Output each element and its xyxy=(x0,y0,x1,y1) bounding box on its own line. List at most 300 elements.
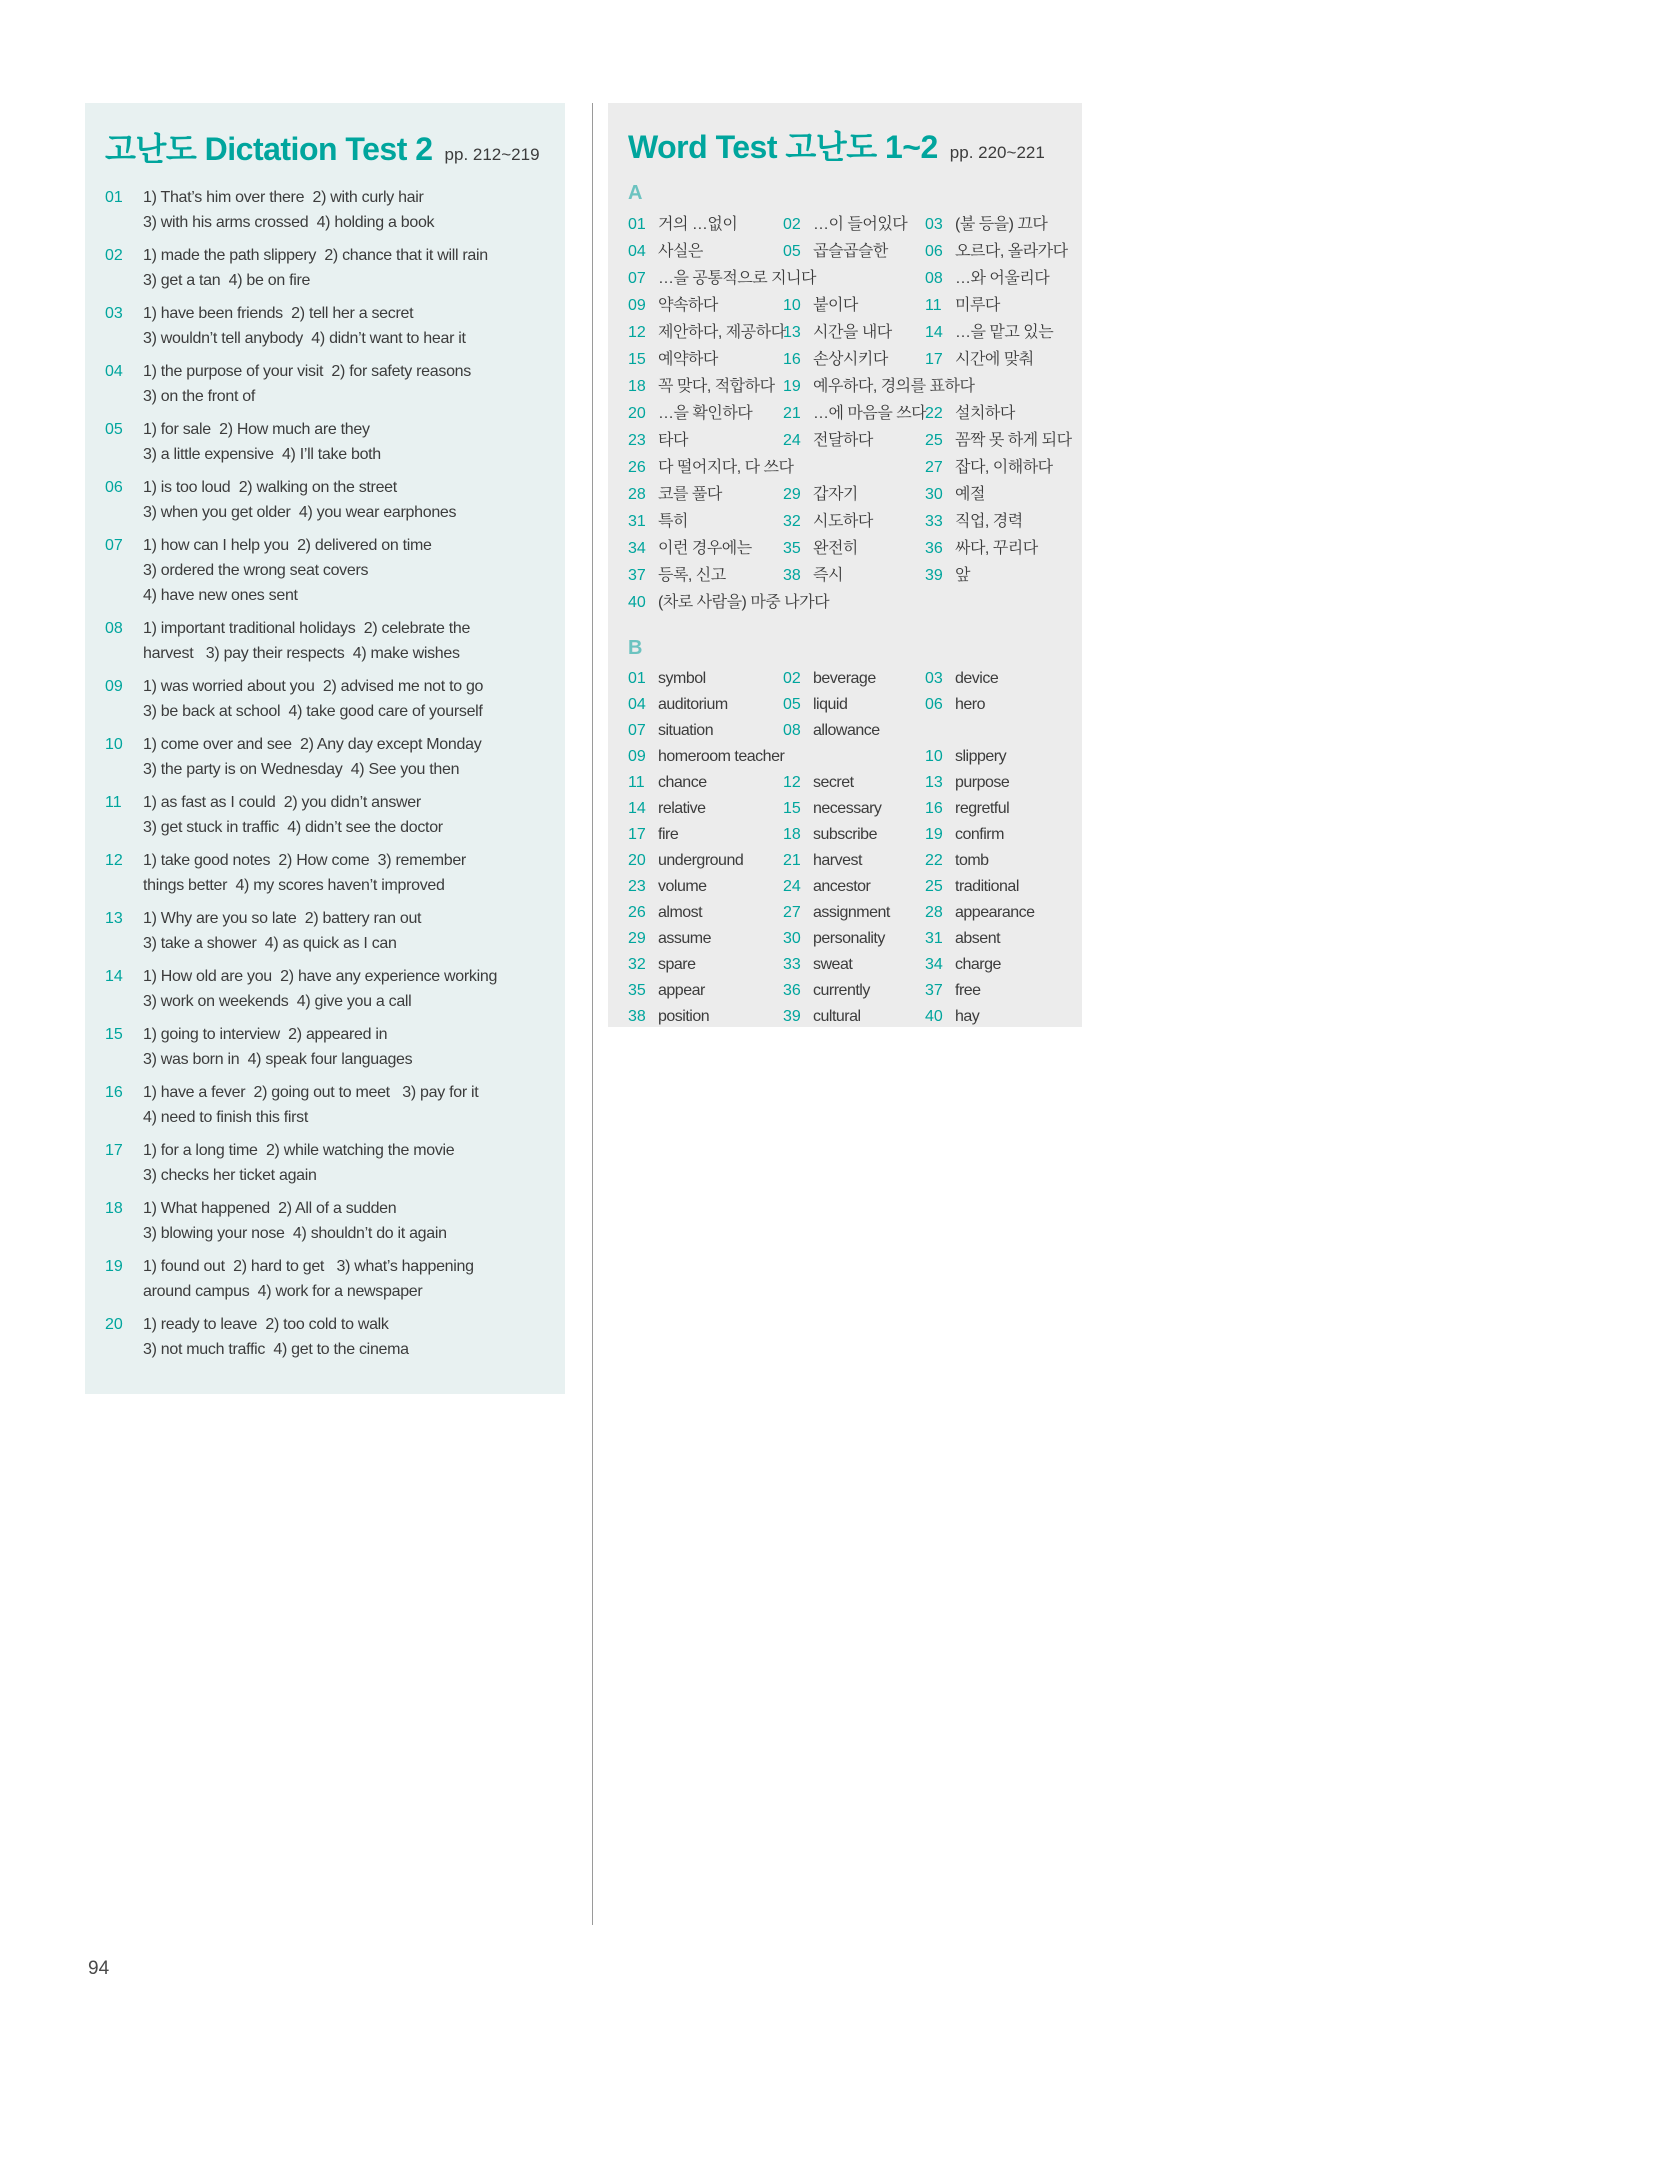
word-text: (차로 사람을) 마중 나가다 xyxy=(658,594,830,611)
word-number: 06 xyxy=(925,243,943,260)
answer-line: 3) ordered the wrong seat covers xyxy=(143,562,369,579)
word-item xyxy=(925,265,1072,292)
word-text: appear xyxy=(658,982,705,999)
dictation-item xyxy=(105,301,541,351)
word-number: 18 xyxy=(628,378,646,395)
answer-line: things better 4) my scores haven’t improved xyxy=(143,877,445,894)
item-number: 04 xyxy=(105,363,123,380)
word-item xyxy=(628,822,783,848)
word-text: 시간을 내다 xyxy=(813,324,892,341)
answer-line: 3) with his arms crossed 4) holding a book xyxy=(143,214,435,231)
word-text: secret xyxy=(813,774,854,791)
answer-line: 4) need to finish this first xyxy=(143,1109,309,1126)
word-number: 24 xyxy=(783,432,801,449)
answer-line: 1) made the path slippery 2) chance that it will rain xyxy=(143,247,488,264)
word-number: 07 xyxy=(628,270,646,287)
item-answers xyxy=(143,1196,541,1246)
word-text: 붙이다 xyxy=(813,297,858,314)
word-item xyxy=(925,822,1068,848)
answer-line: 3) wouldn’t tell anybody 4) didn’t want to hear it xyxy=(143,330,466,347)
word-number: 02 xyxy=(783,216,801,233)
answer-line: 3) checks her ticket again xyxy=(143,1167,317,1184)
answer-line: 1) the purpose of your visit 2) for safety reasons xyxy=(143,363,471,380)
word-number: 10 xyxy=(783,297,801,314)
word-item xyxy=(783,238,925,265)
word-item xyxy=(925,692,1068,718)
word-number: 09 xyxy=(628,748,646,765)
word-number: 35 xyxy=(628,982,646,999)
word-number: 17 xyxy=(628,826,646,843)
column-divider xyxy=(592,103,593,1925)
word-text: relative xyxy=(658,800,706,817)
word-item xyxy=(628,238,783,265)
item-answers xyxy=(143,417,541,467)
word-item xyxy=(925,211,1072,238)
dictation-item xyxy=(105,848,541,898)
word-text: 약속하다 xyxy=(658,297,718,314)
word-test-page-range: pp. 220~221 xyxy=(949,143,1045,162)
word-text: 꼭 맞다, 적합하다 xyxy=(658,378,775,395)
dictation-item xyxy=(105,674,541,724)
panel-title xyxy=(628,127,938,167)
word-item xyxy=(628,508,783,535)
word-item xyxy=(925,400,1072,427)
word-number: 25 xyxy=(925,878,943,895)
word-text: traditional xyxy=(955,878,1019,895)
word-item xyxy=(628,692,783,718)
word-text: confirm xyxy=(955,826,1004,843)
word-item xyxy=(783,400,925,427)
answer-line: harvest 3) pay their respects 4) make wishes xyxy=(143,645,460,662)
word-item xyxy=(925,952,1068,978)
item-number: 10 xyxy=(105,736,123,753)
word-number: 28 xyxy=(628,486,646,503)
answer-line: 1) as fast as I could 2) you didn’t answer xyxy=(143,794,421,811)
answer-line: 1) That’s him over there 2) with curly hair xyxy=(143,189,424,206)
item-number: 13 xyxy=(105,910,123,927)
word-item xyxy=(628,1004,783,1030)
word-number: 36 xyxy=(783,982,801,999)
word-number: 31 xyxy=(925,930,943,947)
word-item xyxy=(783,666,925,692)
word-number: 13 xyxy=(925,774,943,791)
item-number: 01 xyxy=(105,189,123,206)
item-answers xyxy=(143,848,541,898)
dictation-item xyxy=(105,475,541,525)
word-number: 40 xyxy=(925,1008,943,1025)
word-item xyxy=(925,535,1072,562)
word-text: necessary xyxy=(813,800,882,817)
word-number: 04 xyxy=(628,696,646,713)
word-item xyxy=(628,900,783,926)
item-number: 16 xyxy=(105,1084,123,1101)
word-number: 03 xyxy=(925,670,943,687)
word-text: hero xyxy=(955,696,986,713)
word-number: 36 xyxy=(925,540,943,557)
word-number: 09 xyxy=(628,297,646,314)
word-text: …이 들어있다 xyxy=(813,216,908,233)
word-number: 33 xyxy=(783,956,801,973)
word-text: sweat xyxy=(813,956,853,973)
answer-line: 3) when you get older 4) you wear earphones xyxy=(143,504,457,521)
item-answers xyxy=(143,964,541,1014)
answer-line: 3) be back at school 4) take good care of yourself xyxy=(143,703,483,720)
word-item xyxy=(628,400,783,427)
word-number: 26 xyxy=(628,904,646,921)
item-number: 06 xyxy=(105,479,123,496)
answer-line: 1) What happened 2) All of a sudden xyxy=(143,1200,397,1217)
word-number: 35 xyxy=(783,540,801,557)
word-number: 19 xyxy=(783,378,801,395)
word-number: 20 xyxy=(628,405,646,422)
word-number: 05 xyxy=(783,243,801,260)
word-text: auditorium xyxy=(658,696,728,713)
answer-line: 3) a little expensive 4) I’ll take both xyxy=(143,446,381,463)
item-answers xyxy=(143,475,541,525)
word-item xyxy=(783,535,925,562)
word-number: 10 xyxy=(925,748,943,765)
word-number: 23 xyxy=(628,878,646,895)
word-text: tomb xyxy=(955,852,989,869)
word-text: purpose xyxy=(955,774,1010,791)
word-item xyxy=(925,900,1068,926)
answer-line: 3) get stuck in traffic 4) didn’t see the doctor xyxy=(143,819,443,836)
word-item xyxy=(925,744,1068,770)
word-item xyxy=(925,508,1072,535)
word-number: 29 xyxy=(783,486,801,503)
dictation-item xyxy=(105,185,541,235)
word-text: fire xyxy=(658,826,679,843)
word-number: 07 xyxy=(628,722,646,739)
word-number: 04 xyxy=(628,243,646,260)
item-answers xyxy=(143,906,541,956)
word-item xyxy=(925,1004,1068,1030)
item-number: 03 xyxy=(105,305,123,322)
word-text: beverage xyxy=(813,670,876,687)
word-item xyxy=(925,292,1072,319)
word-text: personality xyxy=(813,930,885,947)
word-text: cultural xyxy=(813,1008,861,1025)
word-text: 코를 풀다 xyxy=(658,486,722,503)
word-item xyxy=(925,666,1068,692)
dictation-title-text: Dictation Test 2 xyxy=(204,131,433,167)
word-number: 08 xyxy=(783,722,801,739)
word-number: 06 xyxy=(925,696,943,713)
item-number: 05 xyxy=(105,421,123,438)
word-item xyxy=(628,265,925,292)
dictation-page-range: pp. 212~219 xyxy=(444,145,540,164)
word-text: 이런 경우에는 xyxy=(658,540,752,557)
word-text: hay xyxy=(955,1008,980,1025)
word-item xyxy=(783,211,925,238)
word-item xyxy=(783,822,925,848)
answer-line: 3) work on weekends 4) give you a call xyxy=(143,993,412,1010)
item-answers xyxy=(143,533,541,608)
word-number: 17 xyxy=(925,351,943,368)
word-number: 13 xyxy=(783,324,801,341)
answer-line: 3) blowing your nose 4) shouldn’t do it again xyxy=(143,1225,447,1242)
word-test-panel xyxy=(608,103,1082,1027)
item-number: 19 xyxy=(105,1258,123,1275)
answer-line: 1) come over and see 2) Any day except Monday xyxy=(143,736,482,753)
answer-line: 3) the party is on Wednesday 4) See you then xyxy=(143,761,460,778)
word-text: 거의 …없이 xyxy=(658,216,738,233)
dictation-title-badge: 고난도 xyxy=(105,131,197,167)
word-number: 27 xyxy=(783,904,801,921)
word-number: 15 xyxy=(628,351,646,368)
word-text: spare xyxy=(658,956,696,973)
word-text: slippery xyxy=(955,748,1007,765)
dictation-item xyxy=(105,1138,541,1188)
word-item xyxy=(628,926,783,952)
word-text: 손상시키다 xyxy=(813,351,888,368)
item-answers xyxy=(143,359,541,409)
word-text: subscribe xyxy=(813,826,877,843)
word-item xyxy=(628,454,925,481)
answer-line: 4) have new ones sent xyxy=(143,587,298,604)
word-item xyxy=(783,1004,925,1030)
word-item xyxy=(628,211,783,238)
word-text: free xyxy=(955,982,981,999)
word-number: 25 xyxy=(925,432,943,449)
item-answers xyxy=(143,674,541,724)
word-text: 등록, 신고 xyxy=(658,567,726,584)
item-answers xyxy=(143,243,541,293)
word-number: 28 xyxy=(925,904,943,921)
item-answers xyxy=(143,790,541,840)
word-number: 38 xyxy=(783,567,801,584)
word-number: 11 xyxy=(628,774,645,791)
word-item xyxy=(783,978,925,1004)
word-item xyxy=(783,692,925,718)
word-item xyxy=(783,562,925,589)
word-number: 12 xyxy=(628,324,646,341)
answer-line: around campus 4) work for a newspaper xyxy=(143,1283,423,1300)
item-number: 14 xyxy=(105,968,123,985)
word-item xyxy=(628,562,783,589)
word-text: 시도하다 xyxy=(813,513,873,530)
dictation-item xyxy=(105,790,541,840)
word-test-title-text: Word Test xyxy=(628,129,777,165)
word-text: charge xyxy=(955,956,1001,973)
word-item xyxy=(925,238,1072,265)
word-text: …에 마음을 쓰다 xyxy=(813,405,927,422)
item-number: 15 xyxy=(105,1026,123,1043)
word-item xyxy=(925,848,1068,874)
word-number: 19 xyxy=(925,826,943,843)
word-item xyxy=(783,848,925,874)
word-text: 싸다, 꾸리다 xyxy=(955,540,1038,557)
word-text: symbol xyxy=(658,670,706,687)
word-number: 16 xyxy=(925,800,943,817)
word-text: 직업, 경력 xyxy=(955,513,1023,530)
word-item xyxy=(783,346,925,373)
word-number: 11 xyxy=(925,297,942,314)
answer-line: 1) ready to leave 2) too cold to walk xyxy=(143,1316,389,1333)
word-item xyxy=(925,796,1068,822)
word-text: 제안하다, 제공하다 xyxy=(658,324,786,341)
word-item xyxy=(628,535,783,562)
section-b-label: B xyxy=(628,637,643,659)
word-text: almost xyxy=(658,904,703,921)
word-number: 23 xyxy=(628,432,646,449)
word-number: 30 xyxy=(925,486,943,503)
item-answers xyxy=(143,732,541,782)
word-item xyxy=(783,481,925,508)
word-number: 39 xyxy=(925,567,943,584)
item-number: 08 xyxy=(105,620,123,637)
word-text: regretful xyxy=(955,800,1010,817)
word-section-a xyxy=(628,181,1072,616)
word-item xyxy=(925,978,1068,1004)
answer-line: 1) have a fever 2) going out to meet 3) pay for it xyxy=(143,1084,479,1101)
dictation-item xyxy=(105,243,541,293)
word-test-title-badge: 고난도 1~2 xyxy=(785,129,938,165)
word-item xyxy=(628,427,783,454)
word-item xyxy=(628,666,783,692)
word-item xyxy=(628,319,786,346)
word-item xyxy=(925,454,1072,481)
word-text: ancestor xyxy=(813,878,871,895)
word-item xyxy=(783,874,925,900)
word-text: volume xyxy=(658,878,707,895)
word-text: 설치하다 xyxy=(955,405,1015,422)
item-answers xyxy=(143,1138,541,1188)
item-answers xyxy=(143,1080,541,1130)
dictation-item xyxy=(105,533,541,608)
word-number: 34 xyxy=(925,956,943,973)
word-test-title-row xyxy=(628,127,1068,167)
item-number: 11 xyxy=(105,794,122,811)
word-text: homeroom teacher xyxy=(658,748,785,765)
dictation-item xyxy=(105,1196,541,1246)
word-text: (불 등을) 끄다 xyxy=(955,216,1048,233)
word-text: …와 어울리다 xyxy=(955,270,1050,287)
answer-line: 1) How old are you 2) have any experience working xyxy=(143,968,498,985)
word-item xyxy=(628,346,783,373)
word-number: 01 xyxy=(628,216,646,233)
word-text: 예절 xyxy=(955,486,985,503)
word-number: 22 xyxy=(925,852,943,869)
word-item xyxy=(628,481,783,508)
word-number: 30 xyxy=(783,930,801,947)
word-text: 즉시 xyxy=(813,567,843,584)
answer-line: 1) Why are you so late 2) battery ran out xyxy=(143,910,422,927)
word-text: 타다 xyxy=(658,432,688,449)
word-text: allowance xyxy=(813,722,880,739)
word-text: device xyxy=(955,670,999,687)
word-number: 05 xyxy=(783,696,801,713)
item-answers xyxy=(143,185,541,235)
word-text: situation xyxy=(658,722,714,739)
word-item xyxy=(925,346,1072,373)
word-text: 예우하다, 경의를 표하다 xyxy=(813,378,975,395)
word-number: 27 xyxy=(925,459,943,476)
page-number: 94 xyxy=(88,1958,110,1979)
word-item xyxy=(783,900,925,926)
word-item xyxy=(925,874,1068,900)
word-text: 꼼짝 못 하게 되다 xyxy=(955,432,1072,449)
dictation-item xyxy=(105,732,541,782)
word-number: 29 xyxy=(628,930,646,947)
word-item xyxy=(628,952,783,978)
word-number: 37 xyxy=(925,982,943,999)
word-number: 15 xyxy=(783,800,801,817)
word-item xyxy=(925,319,1072,346)
word-number: 21 xyxy=(783,852,801,869)
dictation-title-row xyxy=(105,129,541,169)
word-number: 08 xyxy=(925,270,943,287)
word-number: 14 xyxy=(628,800,646,817)
panel-title xyxy=(105,129,433,169)
word-text: position xyxy=(658,1008,710,1025)
answer-line: 1) important traditional holidays 2) celebrate the xyxy=(143,620,471,637)
answer-line: 1) for sale 2) How much are they xyxy=(143,421,370,438)
word-text: 예약하다 xyxy=(658,351,718,368)
word-number: 21 xyxy=(783,405,801,422)
word-text: …을 맡고 있는 xyxy=(955,324,1054,341)
section-a-label: A xyxy=(628,182,643,204)
word-text: 시간에 맞춰 xyxy=(955,351,1034,368)
answer-line: 1) how can I help you 2) delivered on time xyxy=(143,537,432,554)
word-text: 잡다, 이해하다 xyxy=(955,459,1053,476)
answer-line: 1) for a long time 2) while watching the movie xyxy=(143,1142,455,1159)
word-item xyxy=(783,427,925,454)
word-number: 24 xyxy=(783,878,801,895)
answer-line: 3) on the front of xyxy=(143,388,256,405)
dictation-item xyxy=(105,1254,541,1304)
word-item xyxy=(925,562,1072,589)
word-text: harvest xyxy=(813,852,862,869)
item-number: 12 xyxy=(105,852,123,869)
dictation-item xyxy=(105,906,541,956)
word-grid-a xyxy=(628,211,1072,616)
answer-line: 3) get a tan 4) be on fire xyxy=(143,272,311,289)
word-text: …을 확인하다 xyxy=(658,405,753,422)
item-answers xyxy=(143,1312,541,1362)
word-text: assignment xyxy=(813,904,890,921)
word-text: …을 공통적으로 지니다 xyxy=(658,270,816,287)
word-item xyxy=(783,952,925,978)
word-item xyxy=(783,319,925,346)
word-text: 미루다 xyxy=(955,297,1000,314)
word-item xyxy=(783,926,925,952)
word-number: 18 xyxy=(783,826,801,843)
word-text: 갑자기 xyxy=(813,486,858,503)
word-item xyxy=(783,373,1072,400)
word-item xyxy=(628,373,783,400)
dictation-item xyxy=(105,359,541,409)
word-text: 다 떨어지다, 다 쓰다 xyxy=(658,459,794,476)
word-item xyxy=(783,292,925,319)
word-number: 22 xyxy=(925,405,943,422)
word-item xyxy=(783,508,925,535)
word-number: 20 xyxy=(628,852,646,869)
word-text: 완전히 xyxy=(813,540,858,557)
word-text: liquid xyxy=(813,696,848,713)
item-answers xyxy=(143,301,541,351)
word-number: 38 xyxy=(628,1008,646,1025)
word-number: 01 xyxy=(628,670,646,687)
answer-line: 1) take good notes 2) How come 3) remember xyxy=(143,852,466,869)
word-item xyxy=(628,718,783,744)
word-number: 37 xyxy=(628,567,646,584)
dictation-test-panel xyxy=(85,103,565,1394)
item-number: 09 xyxy=(105,678,123,695)
word-item xyxy=(783,796,925,822)
answer-line: 1) found out 2) hard to get 3) what’s happening xyxy=(143,1258,474,1275)
answer-line: 1) is too loud 2) walking on the street xyxy=(143,479,397,496)
